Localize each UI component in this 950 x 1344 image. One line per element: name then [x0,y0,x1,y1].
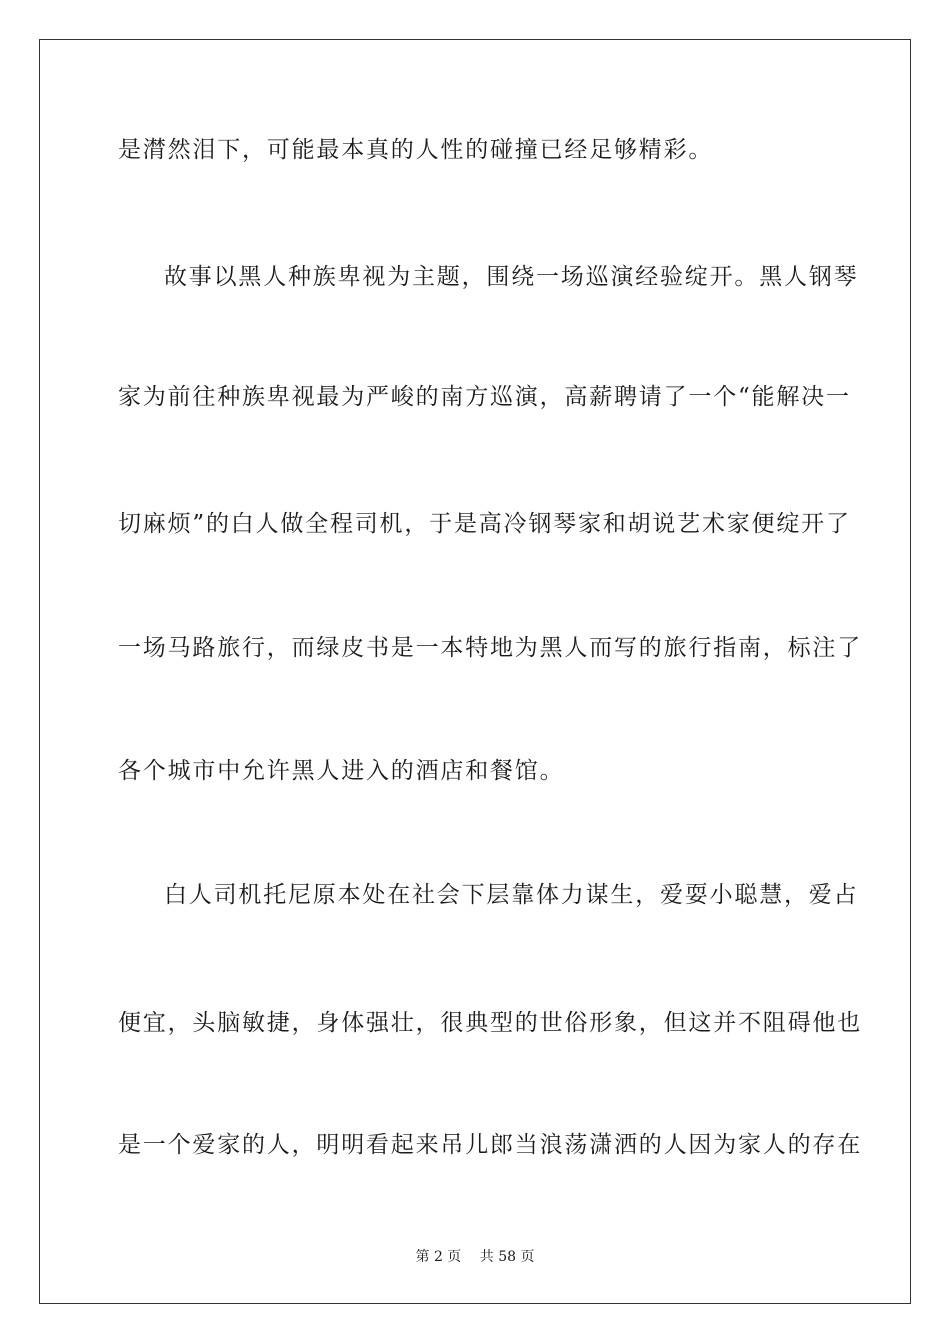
text-line: 是一个爱家的人，明明看起来吊儿郎当浪荡潇洒的人因为家人的存在 [118,1132,862,1158]
paragraph-first-line: 白人司机托尼原本处在社会下层靠体力谋生，爱耍小聪慧，爱占 [164,882,859,908]
text-line: 家为前往种族卑视最为严峻的南方巡演，高薪聘请了一个“能解决一 [118,384,851,410]
page-border [39,39,911,1304]
text-line: 各个城市中允许黑人进入的酒店和餐馆。 [118,758,565,784]
paragraph-first-line: 故事以黑人种族卑视为主题，围绕一场巡演经验绽开。黑人钢琴 [164,264,859,290]
page-number-footer: 第 2 页 共 58 页 [415,1249,535,1265]
text-line: 切麻烦”的白人做全程司机，于是高冷钢琴家和胡说艺术家便绽开了 [118,511,851,537]
text-line: 是潸然泪下，可能最本真的人性的碰撞已经足够精彩。 [118,137,714,163]
text-line: 一场马路旅行，而绿皮书是一本特地为黑人而写的旅行指南，标注了 [118,635,862,661]
text-line: 便宜，头脑敏捷，身体强壮，很典型的世俗形象，但这并不阻碍他也 [118,1010,862,1036]
